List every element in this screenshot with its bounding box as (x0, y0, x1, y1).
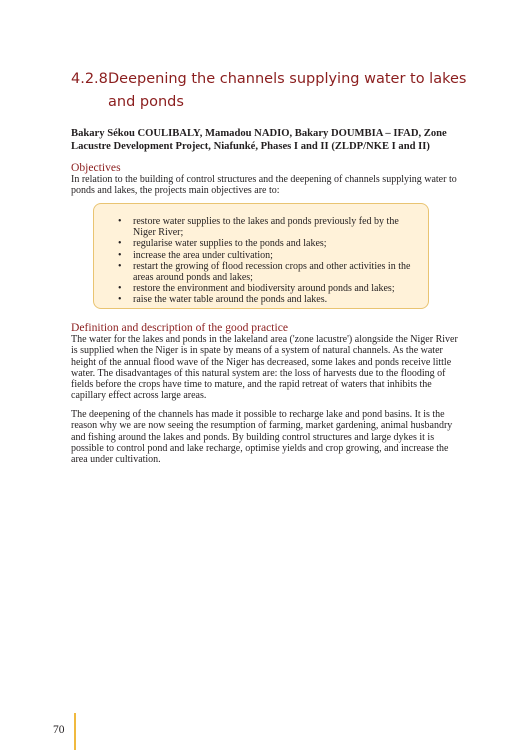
list-item-text: restore the environment and biodiversity around ponds and lakes; (133, 283, 395, 295)
objectives-intro: In relation to the building of control structures and the deepening of channels supplying water to ponds and lakes, the projects main objectives are to: (71, 174, 457, 197)
list-item (108, 283, 413, 294)
bullet-icon: • (118, 216, 122, 227)
definition-paragraph: The deepening of the channels has made it possible to recharge lake and pond basins. It is the reason why we are now seeing the resumption of farming, market gardening, animal husbandry and fishing around the lakes and ponds. By building control structures and large dykes it is possible to control pond and lake recharge, optimise yields and crop growing, and increase the area under cultivation. (71, 409, 453, 466)
definition-paragraph: The water for the lakes and ponds in the lakeland area ('zone lacustre') alongside the Niger River is supplied when the Niger is in spate by means of a system of natural channels. As the water height of the annual flood wave of the Niger has decreased, some lakes and ponds receive little water. The disadvantages of this natural system are: the loss of harvests due to the flooding of fields before the crops have time to mature, and the rapid retreat of waters that inhibits the capillary effect across large areas. (71, 334, 458, 402)
list-item-text: increase the area under cultivation; (133, 249, 273, 261)
list-item (108, 250, 413, 261)
bullet-icon: • (118, 294, 122, 306)
list-item-text: restart the growing of flood recession crops and other activities in the areas around ponds and lakes; (133, 260, 411, 284)
section-number: 4.2.8 (71, 71, 108, 87)
bullet-icon: • (118, 238, 122, 250)
list-item (108, 238, 413, 249)
bullet-icon: • (118, 249, 122, 261)
list-item (108, 216, 413, 238)
list-item-text: regularise water supplies to the ponds and lakes; (133, 238, 327, 250)
bullet-icon: • (118, 283, 122, 295)
objectives-list (108, 216, 413, 306)
list-item (108, 261, 413, 283)
list-item-text: raise the water table around the ponds and lakes. (133, 294, 328, 306)
bullet-icon: • (118, 260, 122, 272)
authors-line: Bakary Sékou COULIBALY, Mamadou NADIO, Bakary DOUMBIA – IFAD, Zone Lacustre Development Project, Niafunké, Phases I and II (ZLDP/NKE I and II) (71, 128, 447, 152)
page-number: 70 (53, 724, 65, 736)
definition-heading: Definition and description of the good practice (71, 321, 288, 334)
footer-divider (74, 713, 76, 750)
section-title: Deepening the channels supplying water to lakes and ponds (108, 71, 467, 110)
list-item (108, 294, 413, 305)
objectives-box (93, 203, 429, 309)
list-item-text: restore water supplies to the lakes and ponds previously fed by the Niger River; (133, 216, 399, 239)
section-heading (71, 68, 471, 114)
objectives-heading: Objectives (71, 161, 121, 174)
